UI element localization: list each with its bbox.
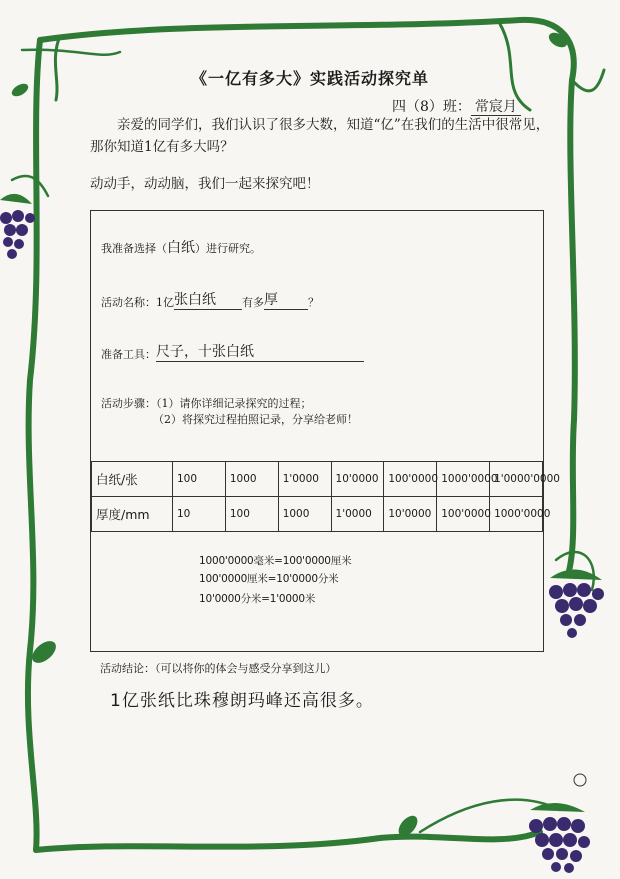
grape-cluster-right-icon xyxy=(549,569,604,638)
table-cell: 10'0000 xyxy=(384,497,437,532)
steps-label: 活动步骤： xyxy=(101,397,156,410)
class-info xyxy=(392,96,521,116)
activity-name-middle: 有多 xyxy=(242,296,264,309)
table-cell: 10'0000 xyxy=(331,462,384,497)
calculation-line: 1000'0000毫米=100'0000厘米 xyxy=(199,555,352,567)
page-title: 《一亿有多大》实践活动探究单 xyxy=(190,69,429,88)
table-cell: 100'0000 xyxy=(384,462,437,497)
table-cell: 1000'0000 xyxy=(490,497,543,532)
table-cell: 100'0000 xyxy=(437,497,490,532)
choice-suffix: ）进行研究。 xyxy=(195,242,261,255)
table-row xyxy=(92,497,543,532)
tools-blank xyxy=(156,341,364,362)
activity-object-blank xyxy=(174,289,242,310)
grape-cluster-left-icon xyxy=(0,194,35,259)
activity-name-prefix: 1亿 xyxy=(156,296,174,309)
tools-row xyxy=(101,341,364,362)
table-cell: 1'0000 xyxy=(331,497,384,532)
table-cell: 1'0000'0000 xyxy=(490,462,543,497)
calculation-line: 10'0000分米=1'0000米 xyxy=(199,593,316,605)
worksheet-box xyxy=(90,210,560,652)
data-table xyxy=(91,461,560,532)
table-row-header: 厚度/mm xyxy=(92,497,173,532)
intro-paragraph: 亲爱的同学们，我们认识了很多大数，知道“亿”在我们的生活中很常见，那你知道1亿有多大吗？ xyxy=(90,117,550,155)
steps-row xyxy=(101,395,312,411)
steps-step2: （2）将探究过程拍照记录，分享给老师！ xyxy=(153,413,358,426)
table-cell: 100 xyxy=(173,462,226,497)
table-cell: 1000 xyxy=(278,497,331,532)
activity-name-suffix: ？ xyxy=(308,296,319,309)
steps-step1: （1）请你详细记录探究的过程； xyxy=(156,397,312,410)
activity-name-row xyxy=(101,289,319,310)
choice-value: 白纸 xyxy=(167,240,195,256)
table-row xyxy=(92,462,543,497)
table-cell: 1000'0000 xyxy=(437,462,490,497)
table-cell: 100 xyxy=(225,497,278,532)
calculation-line: 100'0000厘米=10'0000分米 xyxy=(199,573,339,585)
table-row-header: 白纸/张 xyxy=(92,462,173,497)
student-name: 常宸月 xyxy=(471,99,521,116)
choice-row xyxy=(101,237,261,257)
table-cell: 1000 xyxy=(225,462,278,497)
conclusion-text: 1亿张纸比珠穆朗玛峰还高很多。 xyxy=(110,691,374,711)
grape-cluster-bottom-icon xyxy=(529,774,590,873)
activity-name-label: 活动名称： xyxy=(101,296,156,309)
tools-label: 准备工具： xyxy=(101,348,156,361)
intro-call-to-action: 动动手，动动脑，我们一起来探究吧！ xyxy=(90,176,320,192)
table-cell: 1'0000 xyxy=(278,462,331,497)
activity-object: 张白纸 xyxy=(174,292,216,308)
tools-value: 尺子，十张白纸 xyxy=(156,344,254,360)
activity-attribute: 厚 xyxy=(264,292,278,308)
choice-prefix: 我准备选择（ xyxy=(101,242,167,255)
table-cell: 10 xyxy=(173,497,226,532)
conclusion-label: 活动结论：（可以将你的体会与感受分享到这儿） xyxy=(100,662,337,675)
activity-attribute-blank xyxy=(264,289,308,310)
class-label: 四（8）班： xyxy=(392,99,471,115)
